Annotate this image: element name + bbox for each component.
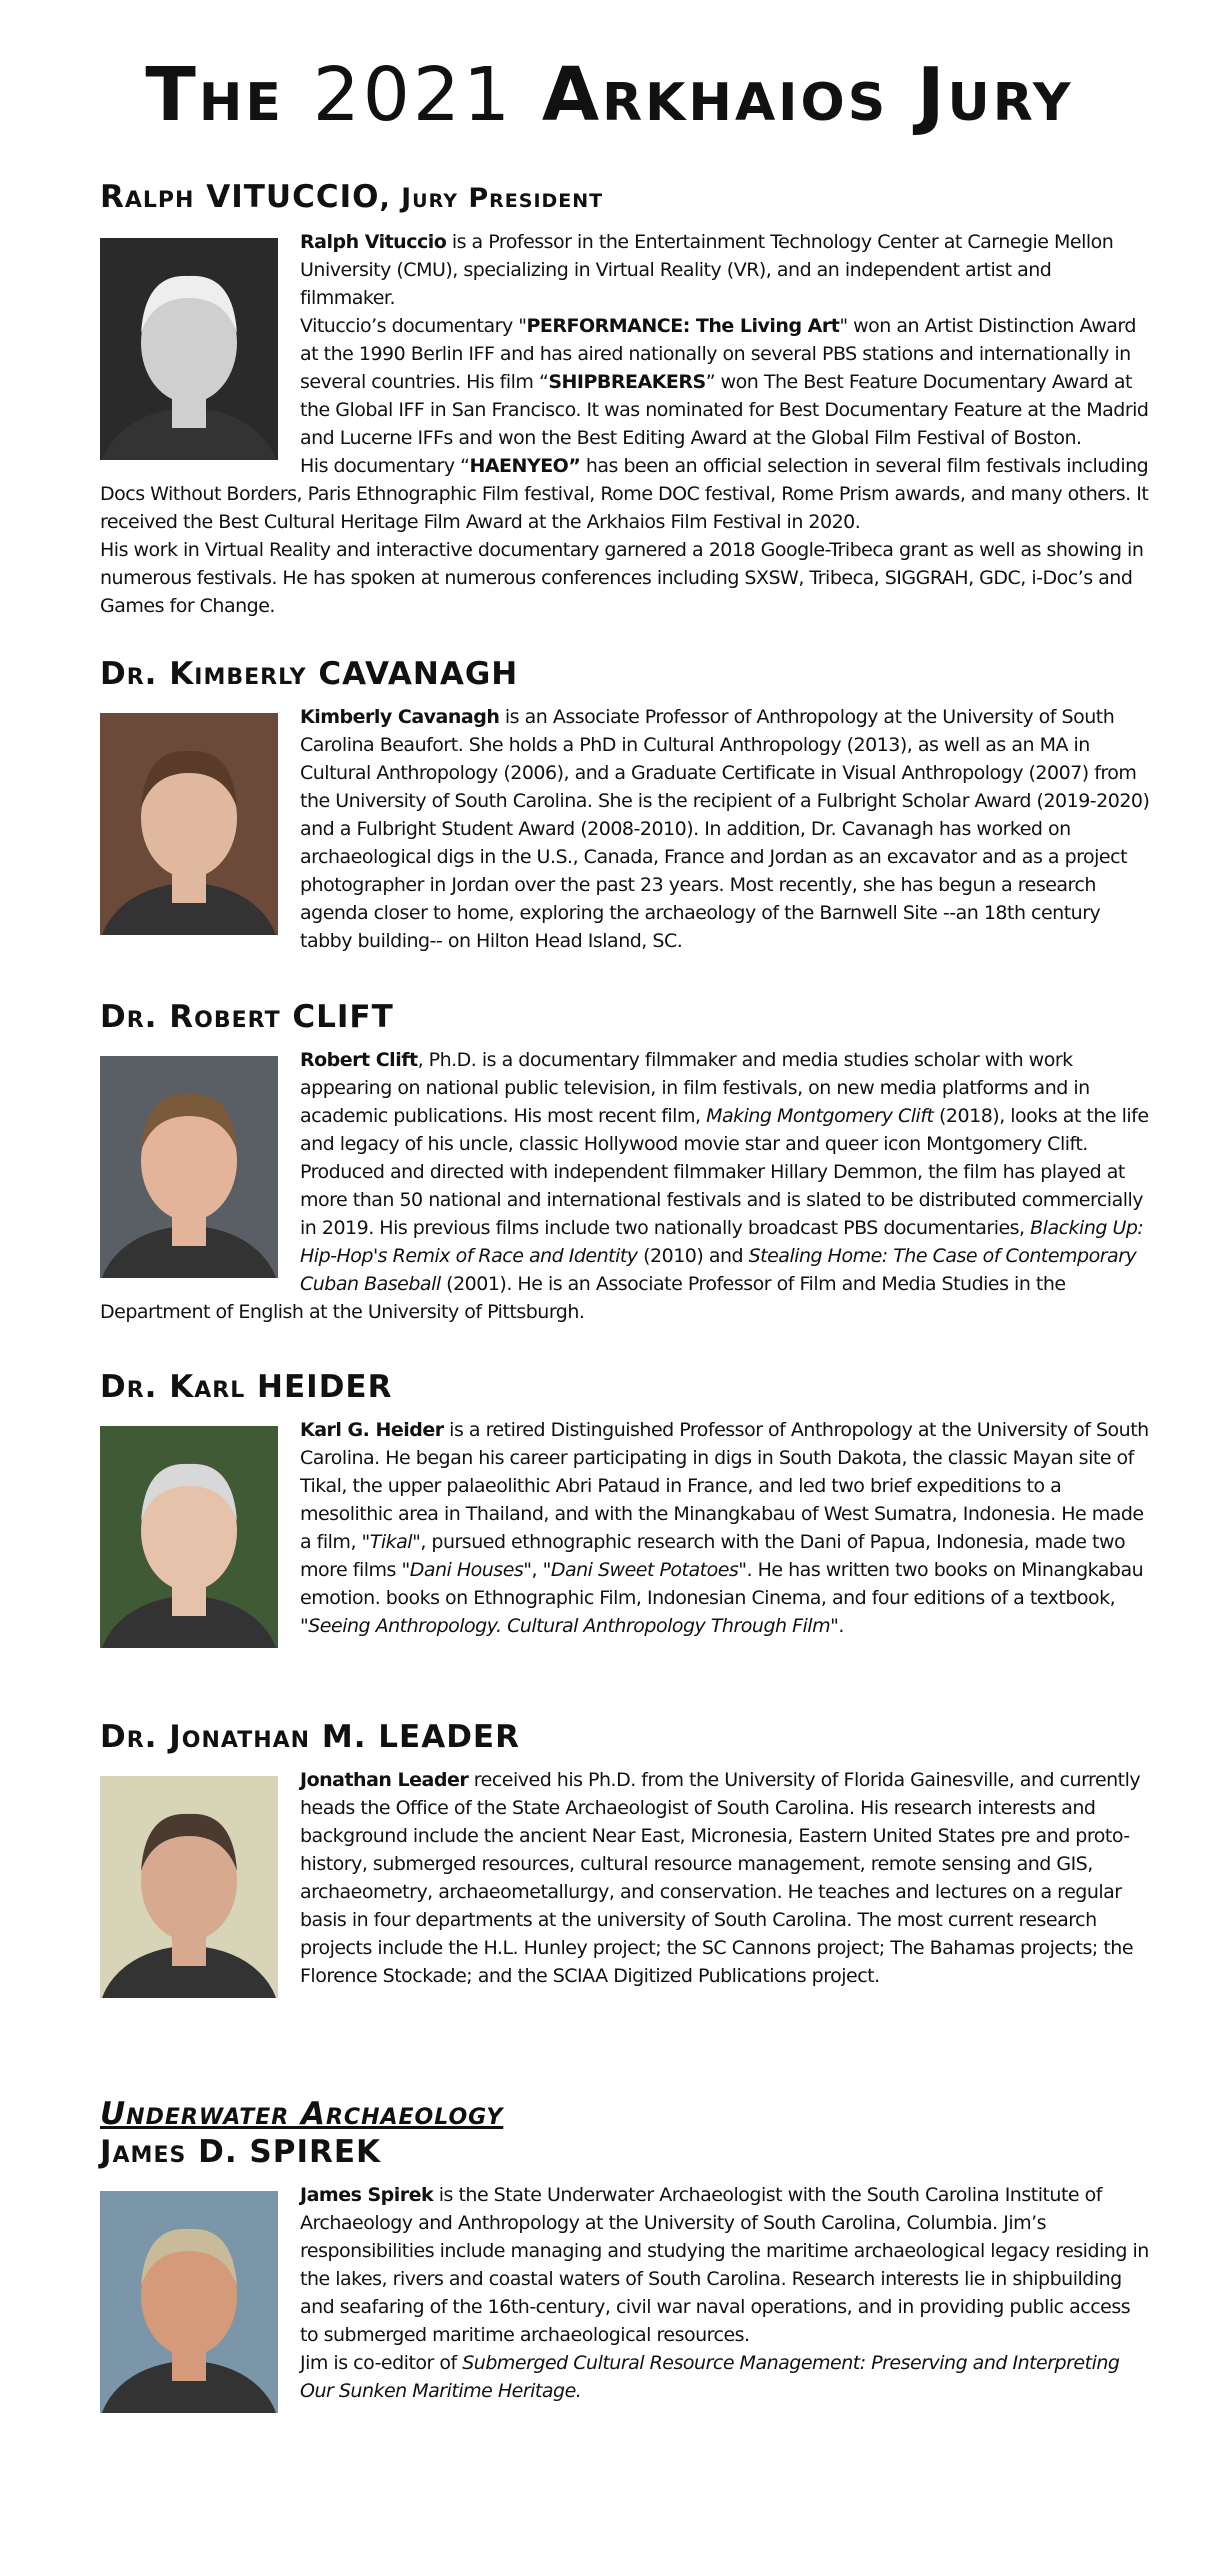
bio-text: Stealing Home: The Case of Contemporary Cuban Baseball	[300, 1245, 1137, 1295]
title-prefix: The	[145, 52, 284, 138]
juror-bio	[100, 228, 1150, 620]
title-year: 2021	[312, 52, 514, 138]
juror-section	[100, 178, 1150, 620]
portrait-photo-icon	[100, 238, 278, 460]
juror-name: Dr. Robert CLIFT	[100, 999, 394, 1035]
juror-bio	[100, 703, 1150, 955]
portrait-photo-icon	[100, 1426, 278, 1648]
bio-text: (2001). He is an Associate Professor of Film and Media Studies in the Department of English at the University of Pittsburgh.	[100, 1273, 1066, 1323]
juror-bio	[100, 1046, 1150, 1326]
bio-text: His work in Virtual Reality and interactive documentary garnered a 2018 Google-Tribeca grant as well as showing in numerous festivals. He has spoken at numerous conferences including SXSW, Tribeca, SIGGRAH, GDC, i-Doc’s and Games for Change.	[100, 539, 1144, 617]
bio-text: , Ph.D. is a documentary filmmaker and media studies scholar with work appearing on national public television, in film festivals, on new media platforms and in academic publications. His most recent film,	[300, 1049, 1090, 1127]
bio-text: Dani Houses	[409, 1559, 524, 1581]
bio-text: is the State Underwater Archaeologist with the South Carolina Institute of Archaeology and Anthropology at the University of South Carolina, Columbia. Jim’s responsibilities include managing and studying the maritime archaeological legacy residing in the lakes, rivers and coastal waters of South Carolina. Research interests lie in shipbuilding and seafaring of the 16th-century, civil war naval operations, and in providing public access to submerged maritime archaeological resources.	[300, 2184, 1149, 2346]
bio-text: Ralph Vituccio	[300, 231, 447, 253]
bio-text: James Spirek	[300, 2184, 434, 2206]
juror-section	[100, 1718, 1150, 2002]
page-title	[0, 52, 1219, 138]
juror-section	[100, 1368, 1150, 1652]
bio-paragraph	[100, 452, 1150, 536]
bio-text: Jonathan Leader	[300, 1769, 469, 1791]
juror-section	[100, 2095, 1150, 2417]
portrait-photo-icon	[100, 1776, 278, 1998]
bio-paragraph	[100, 536, 1150, 620]
bio-text: Submerged Cultural Resource Management: Preserving and Interpreting Our Sunken Maritime Heritage.	[300, 2352, 1120, 2402]
portrait-photo-icon	[100, 2191, 278, 2413]
bio-text: (2010) and	[637, 1245, 749, 1267]
bio-text: Making Montgomery Clift	[706, 1105, 934, 1127]
juror-name: Dr. Jonathan M. LEADER	[100, 1719, 520, 1755]
juror-section	[100, 655, 1150, 955]
juror-role: , Jury President	[379, 183, 604, 214]
juror-name: Dr. Karl HEIDER	[100, 1369, 393, 1405]
bio-text: has been an official selection in several film festivals including Docs Without Borders, Paris Ethnographic Film festival, Rome DOC festival, Rome Prism awards, and many others. It received the Best Cultural Heritage Film Award at the Arkhaios Film Festival in 2020.	[100, 455, 1149, 533]
juror-bio	[100, 2181, 1150, 2405]
bio-text: ” won The Best Feature Documentary Award at the Global IFF in San Francisco. It was nominated for Best Documentary Feature at the Madrid and Lucerne IFFs and won the Best Editing Award at the Global Film Festival of Boston.	[300, 371, 1149, 449]
bio-text: is a Professor in the Entertainment Technology Center at Carnegie Mellon University (CMU), specializing in Virtual Reality (VR), and an independent artist and filmmaker.	[300, 231, 1114, 309]
bio-text: SHIPBREAKERS	[548, 371, 706, 393]
section-kicker: Underwater Archaeology	[100, 2096, 504, 2132]
bio-text: (2018), looks at the life and legacy of his uncle, classic Hollywood movie star and queer icon Montgomery Clift. Produced and directed with independent filmmaker Hillary Demmon, the film has played at more than 50 national and international festivals and is slated to be distributed commercially in 2019. His previous films include two nationally broadcast PBS documentaries,	[300, 1105, 1149, 1239]
juror-name-heading	[100, 2133, 1150, 2171]
title-suffix: Arkhaios Jury	[541, 52, 1074, 138]
juror-bio	[100, 1766, 1150, 1990]
juror-section	[100, 998, 1150, 1326]
juror-name-heading	[100, 655, 1150, 693]
bio-text: Seeing Anthropology. Cultural Anthropology Through Film	[308, 1615, 831, 1637]
bio-text: HAENYEO”	[469, 455, 581, 477]
bio-text: ".	[830, 1615, 844, 1637]
bio-text: " won an Artist Distinction Award at the 1990 Berlin IFF and has aired nationally on several PBS stations and internationally in several countries. His film “	[300, 315, 1136, 393]
bio-text: Robert Clift	[300, 1049, 418, 1071]
bio-text: Jim is co-editor of	[300, 2352, 463, 2374]
bio-text: is a retired Distinguished Professor of Anthropology at the University of South Carolina. He began his career participating in digs in South Dakota, the classic Mayan site of Tikal, the upper palaeolithic Abri Pataud in France, and led two brief expeditions to a mesolithic area in Thailand, and with the Minangkabau of West Sumatra, Indonesia. He made a film, "	[300, 1419, 1149, 1553]
juror-name: Ralph VITUCCIO	[100, 179, 380, 215]
juror-name-heading	[100, 1718, 1150, 1756]
bio-text: His documentary “	[300, 455, 470, 477]
portrait-photo-icon	[100, 713, 278, 935]
juror-bio	[100, 1416, 1150, 1640]
bio-text: ", pursued ethnographic research with the Dani of Papua, Indonesia, made two more films "	[300, 1531, 1126, 1581]
bio-text: is an Associate Professor of Anthropology at the University of South Carolina Beaufort. She holds a PhD in Cultural Anthropology (2013), as well as an MA in Cultural Anthropology (2006), and a Graduate Certificate in Visual Anthropology (2007) from the University of South Carolina. She is the recipient of a Fulbright Scholar Award (2019-2020) and a Fulbright Student Award (2008-2010). In addition, Dr. Cavanagh has worked on archaeological digs in the U.S., Canada, France and Jordan as an excavator and as a project photographer in Jordan over the past 23 years. Most recently, she has begun a research agenda closer to home, exploring the archaeology of the Barnwell Site --an 18th century tabby building-- on Hilton Head Island, SC.	[300, 706, 1150, 952]
juror-name: James D. SPIREK	[100, 2134, 382, 2170]
bio-text: Blacking Up: Hip-Hop's Remix of Race and Identity	[300, 1217, 1144, 1267]
juror-name-heading	[100, 1368, 1150, 1406]
bio-text: Vituccio’s documentary "	[300, 315, 527, 337]
bio-text: ". He has written two books on Minangkabau emotion. books on Ethnographic Film, Indonesian Cinema, and four editions of a textbook, "	[300, 1559, 1144, 1637]
bio-text: Tikal	[369, 1531, 413, 1553]
juror-name-heading	[100, 998, 1150, 1036]
bio-text: ", "	[523, 1559, 551, 1581]
juror-name-heading	[100, 178, 1150, 218]
bio-text: received his Ph.D. from the University of Florida Gainesville, and currently heads the Office of the State Archaeologist of South Carolina. His research interests and background include the ancient Near East, Micronesia, Eastern United States pre and proto-history, submerged resources, cultural resource management, remote sensing and GIS, archaeometry, archaeometallurgy, and conservation. He teaches and lectures on a regular basis in four departments at the university of South Carolina. The most current research projects include the H.L. Hunley project; the SC Cannons project; The Bahamas projects; the Florence Stockade; and the SCIAA Digitized Publications project.	[300, 1769, 1141, 1987]
bio-text: Karl G. Heider	[300, 1419, 444, 1441]
bio-text: PERFORMANCE: The Living Art	[526, 315, 840, 337]
bio-text: Dani Sweet Potatoes	[550, 1559, 739, 1581]
bio-text: Kimberly Cavanagh	[300, 706, 500, 728]
juror-name: Dr. Kimberly CAVANAGH	[100, 656, 519, 692]
portrait-photo-icon	[100, 1056, 278, 1278]
